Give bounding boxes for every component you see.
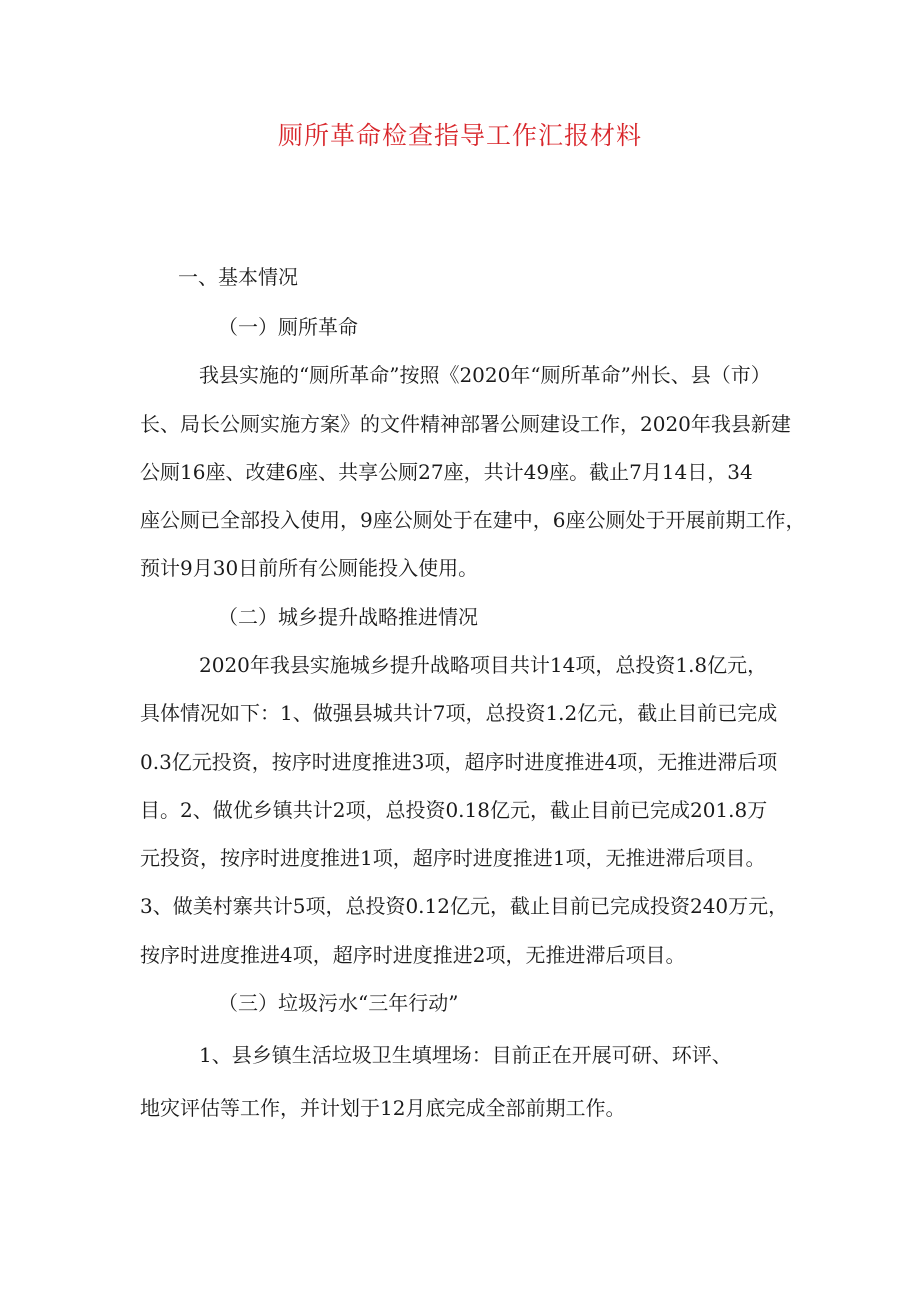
document-title: 厕所革命检查指导工作汇报材料 bbox=[277, 121, 642, 150]
paragraph-line: 目。2、做优乡镇共计2项，总投资0.18亿元，截止目前已完成201.8万 bbox=[140, 798, 768, 822]
paragraph-line: 具体情况如下：1、做强县城共计7项，总投资1.2亿元，截止目前已完成 bbox=[140, 701, 778, 725]
paragraph-line: 地灾评估等工作，并计划于12月底完成全部前期工作。 bbox=[140, 1096, 626, 1120]
subsection-heading-toilet-revolution: （一）厕所革命 bbox=[218, 315, 358, 339]
subsection-heading-urban-rural: （二）城乡提升战略推进情况 bbox=[218, 605, 478, 629]
paragraph-line: 1、县乡镇生活垃圾卫生填埋场：目前正在开展可研、环评、 bbox=[199, 1043, 732, 1067]
paragraph-line: 我县实施的“厕所革命”按照《2020年“厕所革命”州长、县（市） bbox=[199, 363, 771, 387]
paragraph-line: 公厕16座、改建6座、共享公厕27座，共计49座。截止7月14日，34 bbox=[140, 460, 753, 484]
paragraph-line: 0.3亿元投资，按序时进度推进3项，超序时进度推进4项，无推进滞后项 bbox=[140, 750, 778, 774]
paragraph-line: 座公厕已全部投入使用，9座公厕处于在建中，6座公厕处于开展前期工作， bbox=[140, 508, 806, 532]
subsection-heading-garbage-sewage: （三）垃圾污水“三年行动” bbox=[218, 991, 459, 1015]
paragraph-line: 预计9月30日前所有公厕能投入使用。 bbox=[140, 556, 479, 580]
paragraph-line: 2020年我县实施城乡提升战略项目共计14项，总投资1.8亿元， bbox=[199, 653, 768, 677]
section-heading-basic-situation: 一、基本情况 bbox=[178, 265, 298, 289]
paragraph-line: 3、做美村寨共计5项，总投资0.12亿元，截止目前已完成投资240万元， bbox=[140, 894, 789, 918]
paragraph-line: 元投资，按序时进度推进1项，超序时进度推进1项，无推进滞后项目。 bbox=[140, 846, 766, 870]
paragraph-line: 按序时进度推进4项，超序时进度推进2项，无推进滞后项目。 bbox=[140, 943, 686, 967]
paragraph-line: 长、局长公厕实施方案》的文件精神部署公厕建设工作，2020年我县新建 bbox=[140, 412, 791, 436]
